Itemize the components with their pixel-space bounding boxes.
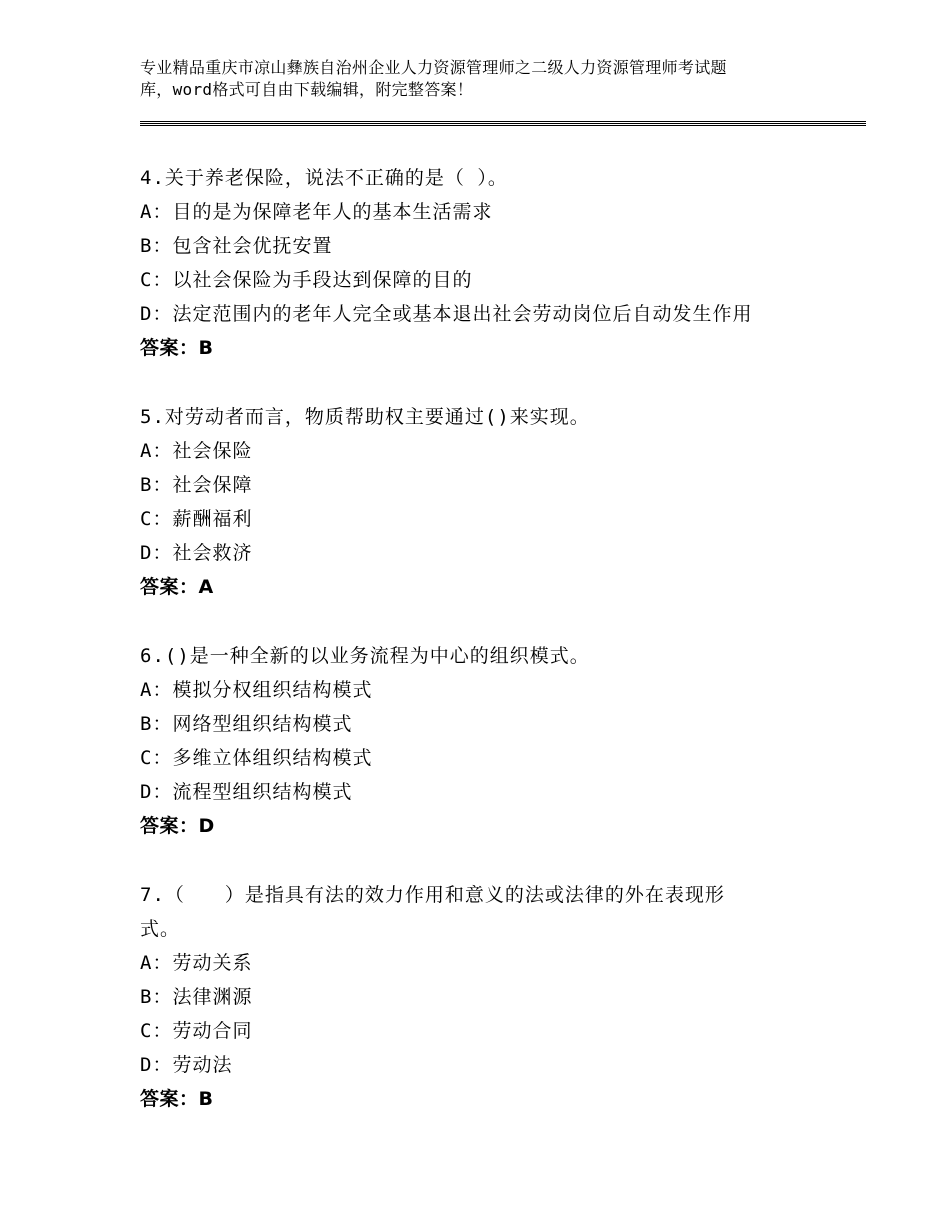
- option-d: D：法定范围内的老年人完全或基本退出社会劳动岗位后自动发生作用: [140, 303, 753, 325]
- option-c: C：以社会保险为手段达到保障的目的: [140, 269, 473, 291]
- option-b: B：包含社会优抚安置: [140, 235, 333, 257]
- document-header: [140, 57, 840, 101]
- answer-key: 答案：A: [140, 576, 214, 598]
- question-block: [140, 639, 840, 843]
- header-divider: [140, 121, 866, 122]
- question-stem-continued: 式。: [140, 918, 181, 940]
- header-divider: [140, 123, 866, 124]
- answer-key: 答案：B: [140, 337, 214, 359]
- option-d: D：社会救济: [140, 542, 253, 564]
- question-block: [140, 878, 840, 1116]
- option-d: D：劳动法: [140, 1054, 233, 1076]
- header-divider: [140, 125, 866, 126]
- header-title-line: 专业精品重庆市凉山彝族自治州企业人力资源管理师之二级人力资源管理师考试题: [140, 58, 727, 77]
- question-block: [140, 161, 840, 365]
- option-b: B：社会保障: [140, 474, 253, 496]
- option-c: C：劳动合同: [140, 1020, 253, 1042]
- answer-key: 答案：D: [140, 815, 215, 837]
- option-c: C：薪酬福利: [140, 508, 253, 530]
- option-a: A：模拟分权组织结构模式: [140, 679, 373, 701]
- question-stem: 5.对劳动者而言，物质帮助权主要通过()来实现。: [140, 406, 590, 428]
- header-title-line: 库，word格式可自由下载编辑，附完整答案！: [140, 80, 474, 99]
- option-a: A：社会保险: [140, 440, 253, 462]
- question-stem: 6.()是一种全新的以业务流程为中心的组织模式。: [140, 645, 590, 667]
- answer-key: 答案：B: [140, 1088, 214, 1110]
- question-stem: 4.关于养老保险，说法不正确的是（ ）。: [140, 167, 508, 189]
- option-c: C：多维立体组织结构模式: [140, 747, 373, 769]
- option-b: B：网络型组织结构模式: [140, 713, 353, 735]
- question-stem: 7.（ ）是指具有法的效力作用和意义的法或法律的外在表现形: [140, 884, 725, 906]
- option-d: D：流程型组织结构模式: [140, 781, 353, 803]
- option-a: A：劳动关系: [140, 952, 253, 974]
- question-block: [140, 400, 840, 604]
- option-b: B：法律渊源: [140, 986, 253, 1008]
- option-a: A：目的是为保障老年人的基本生活需求: [140, 201, 493, 223]
